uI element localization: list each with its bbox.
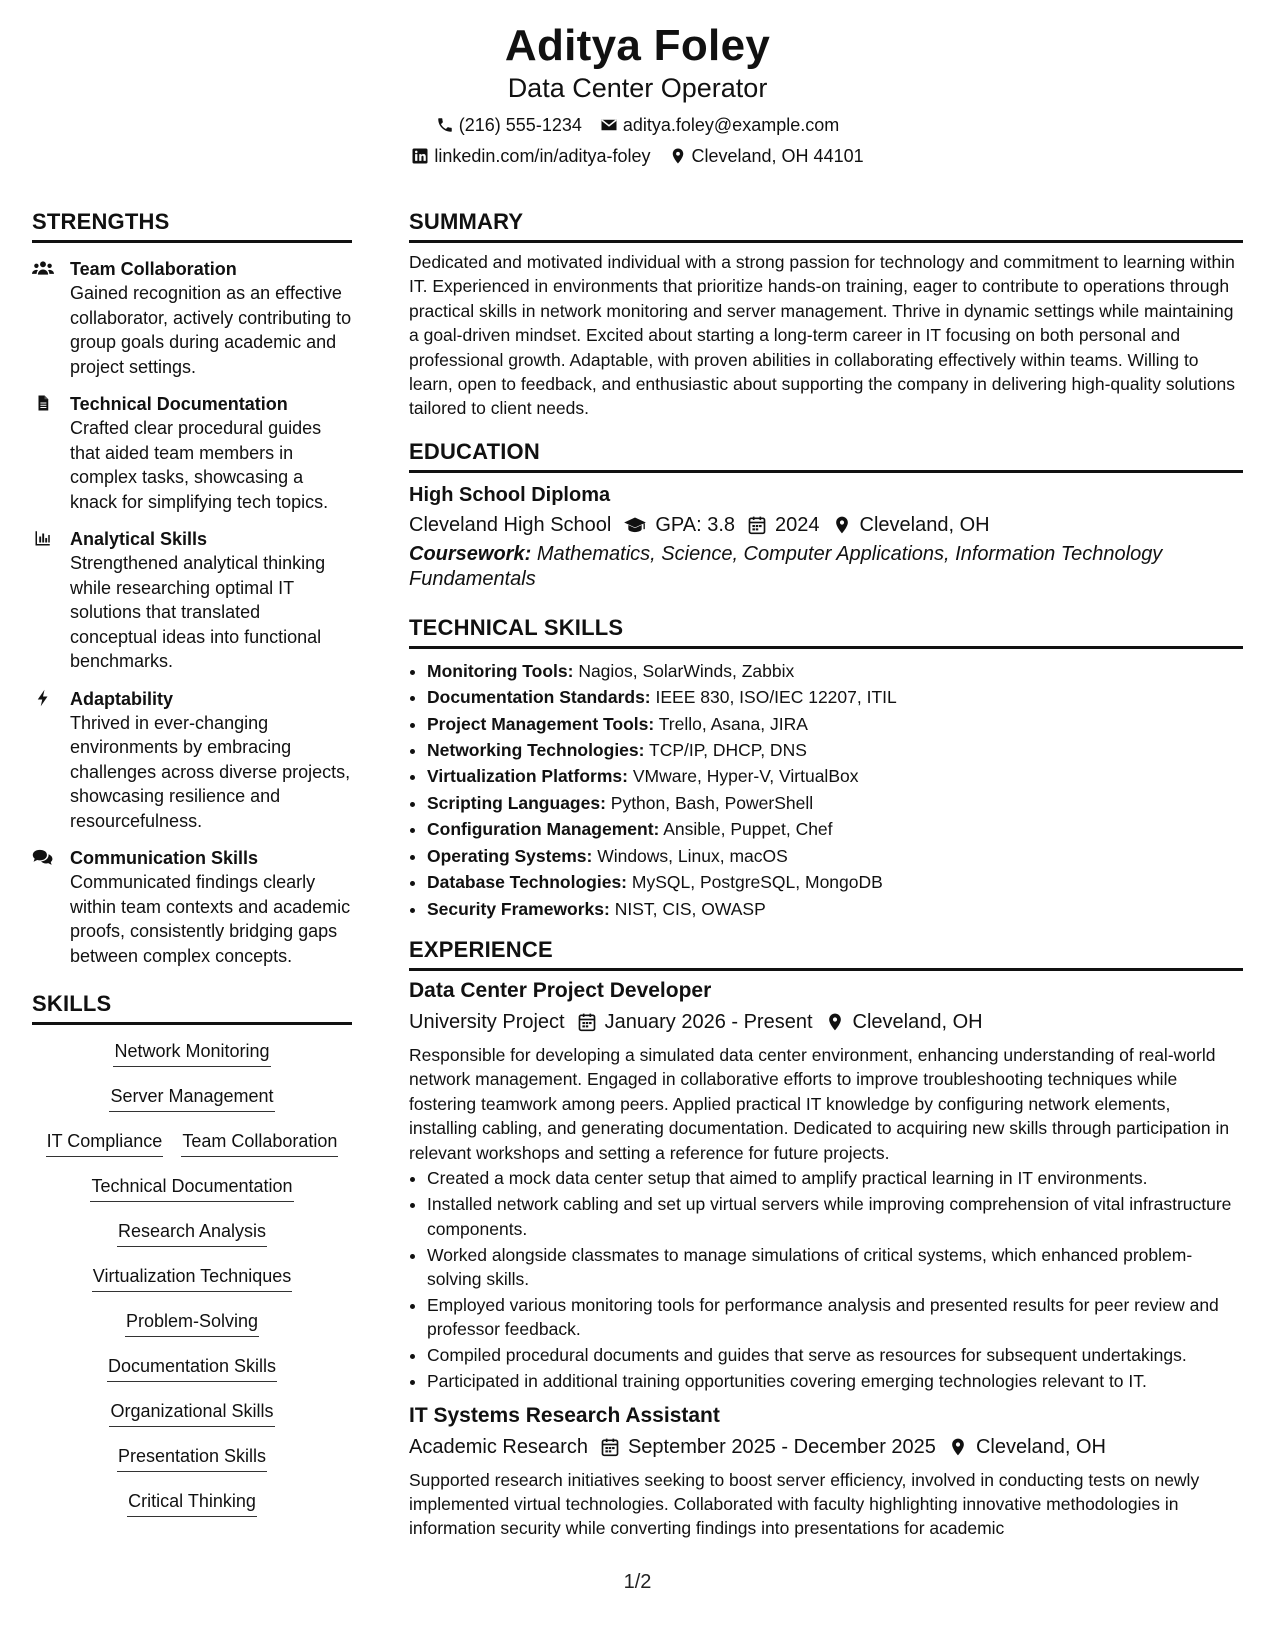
location-text: Cleveland, OH 44101 bbox=[691, 146, 864, 166]
technical-skill-label: Project Management Tools: bbox=[427, 713, 655, 734]
strength-description: Thrived in ever-changing environments by embracing challenges across diverse projects, showcasing resilience and resourcefulness. bbox=[70, 712, 351, 831]
technical-skill-value: MySQL, PostgreSQL, MongoDB bbox=[627, 872, 883, 893]
job-dates-text: September 2025 - December 2025 bbox=[627, 1435, 936, 1458]
education-degree: High School Diploma bbox=[409, 483, 611, 506]
strength-title: Technical Documentation bbox=[70, 394, 288, 414]
strength-item bbox=[32, 687, 352, 834]
skill-row bbox=[32, 1219, 352, 1264]
resume-header bbox=[0, 20, 1275, 167]
job-bullet: • Installed network cabling and set up virtual servers while improving comprehension of vital infrastructure components. bbox=[427, 1192, 1243, 1241]
technical-skill-label: Operating Systems: bbox=[427, 845, 593, 866]
technical-skill-value: VMware, Hyper-V, VirtualBox bbox=[627, 766, 859, 787]
skill-tag: Team Collaboration bbox=[181, 1129, 338, 1157]
technical-skill-value: Ansible, Puppet, Chef bbox=[659, 819, 833, 840]
strength-title: Analytical Skills bbox=[70, 529, 208, 549]
technical-skill-value: Python, Bash, PowerShell bbox=[605, 792, 814, 813]
experience-entry bbox=[409, 1402, 1243, 1541]
edu-location-item bbox=[832, 511, 990, 539]
skill-tag: Organizational Skills bbox=[109, 1399, 274, 1427]
skill-row bbox=[32, 1129, 352, 1174]
skill-row bbox=[32, 1489, 352, 1534]
skills-heading: SKILLS bbox=[32, 990, 352, 1025]
gpa-text: GPA: 3.8 bbox=[655, 513, 736, 536]
strength-description: Strengthened analytical thinking while researching optimal IT solutions that translated conceptual ideas into functional benchmarks. bbox=[70, 553, 326, 671]
job-title: Data Center Project Developer bbox=[409, 978, 712, 1002]
skill-tag: Server Management bbox=[109, 1084, 274, 1112]
strength-title: Team Collaboration bbox=[70, 259, 237, 279]
job-bullet: • Worked alongside classmates to manage simulations of critical systems, which enhanced problem-solving skills. bbox=[427, 1243, 1243, 1292]
skill-row bbox=[32, 1039, 352, 1084]
technical-skill-value: Trello, Asana, JIRA bbox=[654, 713, 808, 734]
skill-tag: Problem-Solving bbox=[125, 1309, 259, 1337]
job-summary: Supported research initiatives seeking to boost server efficiency, involved in conducting tests on newly implemented virtual technologies. Collaborated with faculty highlighting innovative methodologies in information security while converting findings into presentations for academic bbox=[409, 1469, 1200, 1539]
job-location-text: Cleveland, OH bbox=[852, 1010, 983, 1033]
year-item bbox=[747, 511, 820, 539]
technical-skill-item bbox=[427, 684, 1243, 710]
phone-contact[interactable] bbox=[436, 114, 582, 136]
skill-tag: Presentation Skills bbox=[117, 1444, 267, 1472]
linkedin-text: linkedin.com/in/aditya-foley bbox=[434, 146, 651, 166]
technical-skill-item bbox=[427, 711, 1243, 737]
skill-tag: Research Analysis bbox=[117, 1219, 267, 1247]
technical-skill-item bbox=[427, 816, 1243, 842]
strength-item bbox=[32, 846, 352, 968]
strength-description: Gained recognition as an effective collaborator, actively contributing to group goals during academic and project settings. bbox=[70, 283, 352, 377]
experience-entry bbox=[409, 977, 1243, 1394]
education-meta bbox=[409, 511, 1243, 539]
technical-skill-label: Database Technologies: bbox=[427, 872, 628, 893]
map-pin-icon bbox=[825, 1012, 845, 1032]
contact-row-1 bbox=[0, 114, 1275, 136]
strengths-list bbox=[32, 257, 352, 968]
phone-text: (216) 555-1234 bbox=[458, 115, 582, 135]
summary-heading: SUMMARY bbox=[409, 208, 1243, 243]
skill-row bbox=[32, 1309, 352, 1354]
technical-skill-value: IEEE 830, ISO/IEC 12207, ITIL bbox=[650, 687, 897, 708]
job-dates-text: January 2026 - Present bbox=[604, 1010, 813, 1033]
job-bullet: • Employed various monitoring tools for performance analysis and presented results for peer review and professor feedback. bbox=[427, 1293, 1243, 1342]
technical-skill-item bbox=[427, 763, 1243, 789]
job-organization: Academic Research bbox=[409, 1435, 588, 1458]
strength-item bbox=[32, 257, 352, 379]
technical-skill-value: NIST, CIS, OWASP bbox=[609, 898, 766, 919]
technical-skill-label: Virtualization Platforms: bbox=[427, 766, 628, 787]
job-meta bbox=[409, 1433, 1243, 1461]
technical-skill-label: Configuration Management: bbox=[427, 819, 660, 840]
technical-skills-heading: TECHNICAL SKILLS bbox=[409, 614, 1243, 649]
skill-tag: Documentation Skills bbox=[107, 1354, 277, 1382]
gpa-item bbox=[623, 511, 735, 539]
calendar-icon bbox=[600, 1437, 620, 1457]
strength-item bbox=[32, 392, 352, 514]
coursework bbox=[409, 542, 1243, 592]
strengths-heading: STRENGTHS bbox=[32, 208, 352, 243]
job-meta bbox=[409, 1008, 1243, 1036]
job-bullet: • Created a mock data center setup that aimed to amplify practical learning in IT environments. bbox=[427, 1166, 1243, 1190]
linkedin-icon bbox=[411, 147, 429, 165]
coursework-text: Mathematics, Science, Computer Applications, Information Technology Fundamentals bbox=[409, 542, 1163, 590]
strength-description: Crafted clear procedural guides that aided team members in complex tasks, showcasing a knack for simplifying tech topics. bbox=[70, 418, 329, 512]
skills-list bbox=[32, 1039, 352, 1534]
right-column bbox=[409, 208, 1243, 1541]
edu-location-text: Cleveland, OH bbox=[859, 513, 990, 536]
skill-tag: Technical Documentation bbox=[90, 1174, 293, 1202]
page-number: 1/2 bbox=[623, 1571, 652, 1593]
map-pin-icon bbox=[669, 147, 687, 165]
technical-skill-label: Documentation Standards: bbox=[427, 687, 651, 708]
technical-skill-item bbox=[427, 843, 1243, 869]
skill-tag: Critical Thinking bbox=[127, 1489, 257, 1517]
job-title: IT Systems Research Assistant bbox=[409, 1403, 720, 1427]
map-pin-icon bbox=[948, 1437, 968, 1457]
technical-skill-value: Nagios, SolarWinds, Zabbix bbox=[573, 660, 795, 681]
location-contact bbox=[669, 145, 864, 167]
calendar-icon bbox=[577, 1012, 597, 1032]
education-heading: EDUCATION bbox=[409, 438, 1243, 473]
strength-title: Communication Skills bbox=[70, 848, 259, 868]
skill-row bbox=[32, 1174, 352, 1219]
job-location-text: Cleveland, OH bbox=[975, 1435, 1106, 1458]
left-column bbox=[32, 208, 352, 1534]
school-text: Cleveland High School bbox=[409, 513, 612, 536]
skill-row bbox=[32, 1399, 352, 1444]
skill-tag: IT Compliance bbox=[46, 1129, 164, 1157]
job-summary: Responsible for developing a simulated data center environment, enhancing understanding of real-world network management. Engaged in collaborative efforts to improve troubleshooting techniques while fostering teamwork among peers. Applied practical IT knowledge by configuring network elements, installing cabling, and generating documentation. Dedicated to acquiring new skills through participation in relevant workshops and setting a reference for future projects. bbox=[409, 1044, 1230, 1163]
job-bullet: • Compiled procedural documents and guides that serve as resources for subsequent undertakings. bbox=[427, 1343, 1243, 1367]
email-contact[interactable] bbox=[600, 114, 839, 136]
phone-icon bbox=[436, 116, 454, 134]
school-name bbox=[409, 511, 611, 539]
email-text: aditya.foley@example.com bbox=[622, 115, 840, 135]
technical-skill-label: Scripting Languages: bbox=[427, 792, 606, 813]
summary-text: Dedicated and motivated individual with a strong passion for technology and commitment to learning within IT. Experienced in environments that prioritize hands-on training, eager to contribute to operations through practical skills in network monitoring and server management. Thrive in dynamic settings while maintaining a goal-driven mindset. Excited about starting a long-term career in IT focusing on both personal and professional growth. Adaptable, with proven abilities in collaborating effectively within teams. Willing to learn, open to feedback, and enthusiastic about supporting the company in delivering high-quality solutions tailored to client needs. bbox=[409, 252, 1235, 419]
job-dates bbox=[600, 1433, 936, 1461]
technical-skill-value: TCP/IP, DHCP, DNS bbox=[644, 740, 807, 761]
technical-skill-value: Windows, Linux, macOS bbox=[592, 845, 788, 866]
experience-heading: EXPERIENCE bbox=[409, 936, 1243, 971]
job-organization: University Project bbox=[409, 1010, 565, 1033]
technical-skills-list bbox=[409, 658, 1243, 922]
contact-row-2 bbox=[0, 145, 1275, 167]
job-bullets bbox=[409, 1166, 1243, 1393]
year-text: 2024 bbox=[775, 513, 820, 536]
technical-skill-item bbox=[427, 790, 1243, 816]
graduation-cap-icon bbox=[623, 515, 647, 535]
calendar-icon bbox=[747, 515, 767, 535]
skill-tag: Network Monitoring bbox=[113, 1039, 270, 1067]
strength-title: Adaptability bbox=[70, 688, 174, 709]
job-dates bbox=[577, 1008, 813, 1036]
linkedin-contact[interactable] bbox=[411, 145, 650, 167]
coursework-label: Coursework: bbox=[409, 542, 532, 565]
job-bullet: • Participated in additional training opportunities covering emerging technologies relevant to IT. bbox=[427, 1369, 1243, 1393]
candidate-title: Data Center Operator bbox=[507, 73, 768, 103]
strength-description: Communicated findings clearly within team contexts and academic proofs, consistently bridging gaps between complex concepts. bbox=[70, 872, 351, 966]
technical-skill-item bbox=[427, 869, 1243, 895]
job-location bbox=[948, 1433, 1106, 1461]
envelope-icon bbox=[600, 116, 618, 134]
strength-item bbox=[32, 527, 352, 674]
skill-tag: Virtualization Techniques bbox=[92, 1264, 292, 1292]
technical-skill-label: Monitoring Tools: bbox=[427, 660, 574, 681]
technical-skill-item bbox=[427, 896, 1243, 922]
skill-row bbox=[32, 1084, 352, 1129]
technical-skill-item bbox=[427, 658, 1243, 684]
skill-row bbox=[32, 1444, 352, 1489]
technical-skill-label: Networking Technologies: bbox=[427, 740, 645, 761]
job-location bbox=[825, 1008, 983, 1036]
technical-skill-label: Security Frameworks: bbox=[427, 898, 610, 919]
skill-row bbox=[32, 1264, 352, 1309]
candidate-name: Aditya Foley bbox=[504, 21, 771, 70]
map-pin-icon bbox=[832, 515, 852, 535]
experience-list bbox=[409, 977, 1243, 1541]
skill-row bbox=[32, 1354, 352, 1399]
technical-skill-item bbox=[427, 737, 1243, 763]
